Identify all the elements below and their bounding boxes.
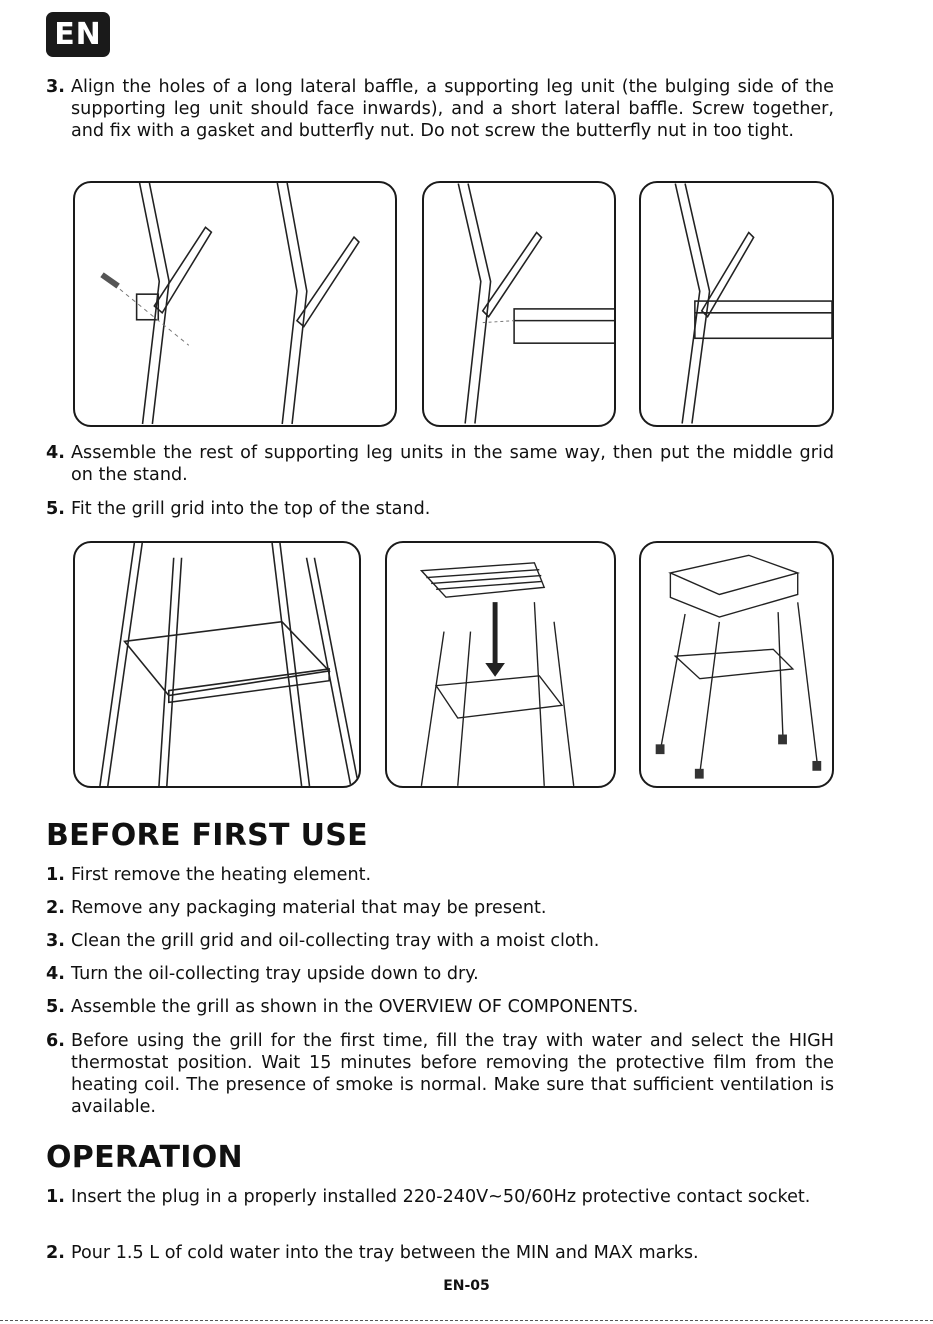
grill-grid-insert-diagram [387,543,614,786]
before-use-step-5 [46,996,834,1018]
operation-step-2 [46,1242,834,1264]
before-use-step-1 [46,864,834,886]
step-number: 1. [46,1187,65,1207]
step-text: Remove any packaging material that may be present. [71,898,547,918]
language-badge: EN [46,12,110,57]
step-number: 2. [46,898,65,918]
assembled-grill-diagram [641,543,832,786]
page-bottom-dashed-line [0,1320,933,1321]
assembled-joint-diagram [641,183,832,425]
before-use-step-3 [46,930,834,952]
assembly-step-4 [46,442,834,486]
section-heading-operation: OPERATION [46,1140,243,1175]
step-text: Align the holes of a long lateral baffle, a supporting leg unit (the bulging side of the supporting leg unit should face inwards), and a short lateral baffle. Screw together, and fix with a gasket and butterfly nut. Do not screw the butterfly nut in too tight. [71,77,834,141]
page-number: EN-05 [443,1278,490,1294]
step-text: Fit the grill grid into the top of the stand. [71,499,431,519]
assembly-step-5 [46,498,834,520]
step-text: Turn the oil-collecting tray upside down to dry. [71,964,479,984]
step-text: Assemble the rest of supporting leg units in the same way, then put the middle grid on the stand. [71,443,834,485]
step-number: 5. [46,997,65,1017]
leg-baffle-screw-diagram [75,183,395,425]
assembly-step-3 [46,76,834,142]
step-text: Clean the grill grid and oil-collecting tray with a moist cloth. [71,931,600,951]
before-use-step-2 [46,897,834,919]
before-use-step-6 [46,1030,834,1118]
step-text: Before using the grill for the first time, fill the tray with water and select the HIGH thermostat position. Wait 15 minutes before removing the protective film from the heating coil. The presence of smoke is normal. Make sure that sufficient ventilation is available. [71,1031,834,1117]
illustration-step-3-a [73,181,397,427]
step-number: 3. [46,77,65,97]
step-text: Insert the plug in a properly installed 220-240V~50/60Hz protective contact socket. [71,1187,811,1207]
step-number: 4. [46,964,65,984]
short-baffle-attach-diagram [424,183,614,425]
step-text: Pour 1.5 L of cold water into the tray between the MIN and MAX marks. [71,1243,699,1263]
illustration-step-5-a [385,541,616,788]
step-number: 6. [46,1031,65,1051]
illustration-step-3-b [422,181,616,427]
illustration-step-3-c [639,181,834,427]
illustration-step-4 [73,541,361,788]
step-text: First remove the heating element. [71,865,372,885]
step-number: 1. [46,865,65,885]
step-number: 5. [46,499,65,519]
step-number: 3. [46,931,65,951]
operation-step-1 [46,1186,834,1208]
step-text: Assemble the grill as shown in the OVERVIEW OF COMPONENTS. [71,997,639,1017]
stand-frame-diagram [75,543,359,786]
step-number: 2. [46,1243,65,1263]
before-use-step-4 [46,963,834,985]
illustration-step-5-b [639,541,834,788]
section-heading-before-first-use: BEFORE FIRST USE [46,818,368,853]
step-number: 4. [46,443,65,463]
